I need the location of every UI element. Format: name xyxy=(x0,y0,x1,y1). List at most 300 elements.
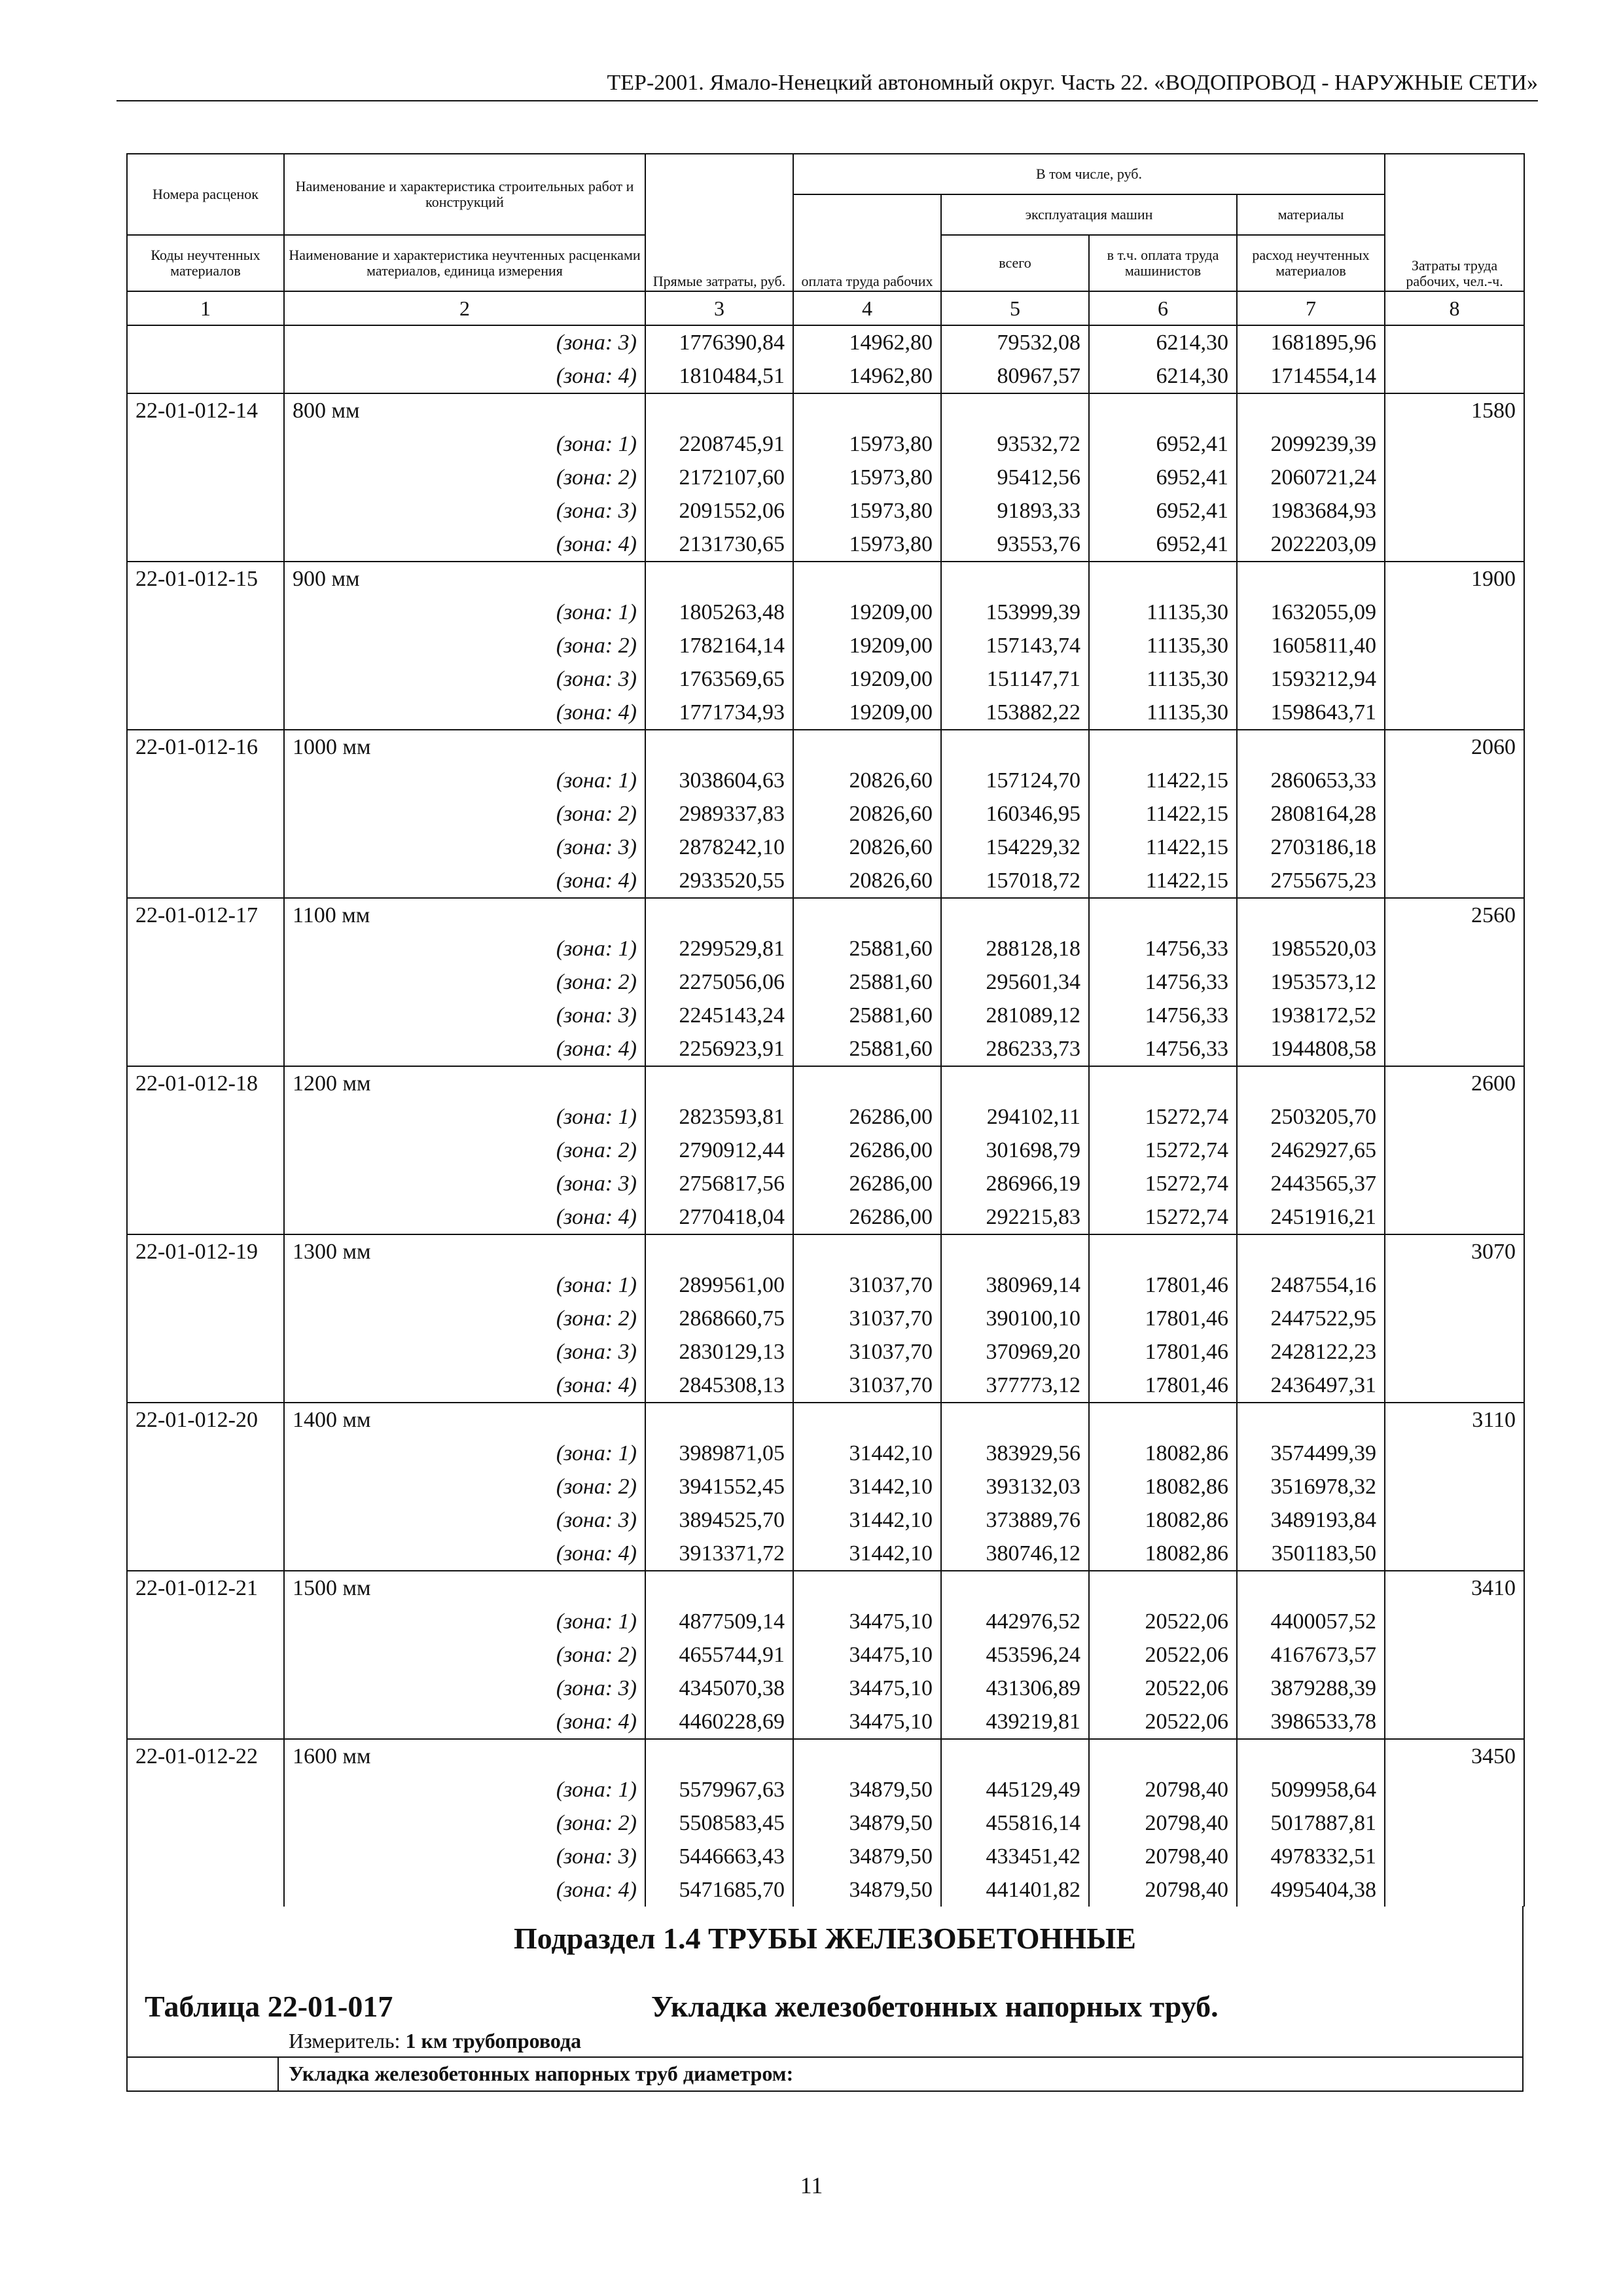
machinist-pay: 17801,46 xyxy=(1089,1302,1237,1335)
materials-costs: 1985520,03 xyxy=(1237,932,1385,965)
materials-costs: 2447522,95 xyxy=(1237,1302,1385,1335)
zone-label: (зона: 4) xyxy=(284,1705,645,1739)
worker-pay: 19209,00 xyxy=(793,629,941,662)
table-row xyxy=(127,1537,1524,1571)
table-row xyxy=(127,965,1524,999)
worker-pay xyxy=(793,393,941,427)
zone-label: (зона: 3) xyxy=(284,831,645,864)
machinist-pay: 20798,40 xyxy=(1089,1773,1237,1806)
machine-costs xyxy=(941,1403,1089,1437)
labor-hours xyxy=(1385,461,1524,494)
worker-pay xyxy=(793,898,941,932)
direct-costs: 3941552,45 xyxy=(645,1470,793,1503)
worker-pay: 34879,50 xyxy=(793,1773,941,1806)
machine-costs: 294102,11 xyxy=(941,1100,1089,1134)
col-number: 5 xyxy=(941,291,1089,325)
table-row xyxy=(127,999,1524,1032)
labor-hours xyxy=(1385,325,1524,359)
table-row xyxy=(127,325,1524,359)
materials-costs xyxy=(1237,1234,1385,1268)
table-row xyxy=(127,764,1524,797)
col-number: 7 xyxy=(1237,291,1385,325)
labor-hours xyxy=(1385,999,1524,1032)
table-body xyxy=(127,325,1524,1907)
rate-code xyxy=(127,1100,284,1134)
labor-hours: 1580 xyxy=(1385,393,1524,427)
table-row xyxy=(127,662,1524,696)
materials-costs: 2443565,37 xyxy=(1237,1167,1385,1200)
table-row xyxy=(127,1705,1524,1739)
worker-pay: 25881,60 xyxy=(793,965,941,999)
labor-hours xyxy=(1385,1437,1524,1470)
rate-code xyxy=(127,1470,284,1503)
table-row xyxy=(127,1335,1524,1369)
work-name: 800 мм xyxy=(284,393,645,427)
rate-header-row xyxy=(127,1234,1524,1268)
machinist-pay: 11422,15 xyxy=(1089,831,1237,864)
work-name: 1300 мм xyxy=(284,1234,645,1268)
zone-label: (зона: 2) xyxy=(284,965,645,999)
direct-costs: 2299529,81 xyxy=(645,932,793,965)
rate-code xyxy=(127,1873,284,1907)
direct-costs: 1805263,48 xyxy=(645,596,793,629)
table-row xyxy=(127,1200,1524,1234)
materials-costs xyxy=(1237,1066,1385,1100)
worker-pay xyxy=(793,1739,941,1773)
machine-costs: 370969,20 xyxy=(941,1335,1089,1369)
labor-hours xyxy=(1385,1873,1524,1907)
labor-hours: 3410 xyxy=(1385,1571,1524,1605)
labor-hours xyxy=(1385,965,1524,999)
table-row xyxy=(127,797,1524,831)
machine-costs: 301698,79 xyxy=(941,1134,1089,1167)
machinist-pay: 15272,74 xyxy=(1089,1100,1237,1134)
labor-hours xyxy=(1385,1100,1524,1134)
table-row xyxy=(127,1268,1524,1302)
machine-costs xyxy=(941,393,1089,427)
labor-hours xyxy=(1385,1335,1524,1369)
materials-costs: 2022203,09 xyxy=(1237,528,1385,562)
machine-costs: 157124,70 xyxy=(941,764,1089,797)
rate-code xyxy=(127,1638,284,1672)
direct-costs: 5471685,70 xyxy=(645,1873,793,1907)
header-rate-numbers: Номера расценок xyxy=(127,154,284,235)
direct-costs: 2756817,56 xyxy=(645,1167,793,1200)
zone-label: (зона: 2) xyxy=(284,629,645,662)
header-work-name: Наименование и характеристика строительных работ и конструкций xyxy=(284,154,645,235)
direct-costs xyxy=(645,1066,793,1100)
worker-pay: 31442,10 xyxy=(793,1537,941,1571)
machine-costs: 160346,95 xyxy=(941,797,1089,831)
materials-costs: 1605811,40 xyxy=(1237,629,1385,662)
direct-costs: 1810484,51 xyxy=(645,359,793,393)
machinist-pay: 17801,46 xyxy=(1089,1369,1237,1403)
labor-hours xyxy=(1385,1705,1524,1739)
machinist-pay xyxy=(1089,1571,1237,1605)
labor-hours xyxy=(1385,1369,1524,1403)
labor-hours xyxy=(1385,932,1524,965)
table-header xyxy=(127,154,1524,325)
rate-code xyxy=(127,325,284,359)
zone-label: (зона: 4) xyxy=(284,1873,645,1907)
rate-code xyxy=(127,797,284,831)
worker-pay xyxy=(793,1234,941,1268)
machine-costs: 93532,72 xyxy=(941,427,1089,461)
zone-label: (зона: 1) xyxy=(284,596,645,629)
materials-costs: 2462927,65 xyxy=(1237,1134,1385,1167)
rate-code xyxy=(127,629,284,662)
machinist-pay: 17801,46 xyxy=(1089,1335,1237,1369)
table-row xyxy=(127,831,1524,864)
materials-costs: 5099958,64 xyxy=(1237,1773,1385,1806)
materials-costs: 2060721,24 xyxy=(1237,461,1385,494)
labor-hours: 1900 xyxy=(1385,562,1524,596)
materials-costs: 1983684,93 xyxy=(1237,494,1385,528)
labor-hours xyxy=(1385,1167,1524,1200)
worker-pay: 19209,00 xyxy=(793,596,941,629)
rate-code: 22-01-012-17 xyxy=(127,898,284,932)
machinist-pay xyxy=(1089,898,1237,932)
col-number: 6 xyxy=(1089,291,1237,325)
table-row xyxy=(127,1167,1524,1200)
zone-label: (зона: 3) xyxy=(284,1335,645,1369)
machine-costs: 373889,76 xyxy=(941,1503,1089,1537)
table-row xyxy=(127,1840,1524,1873)
machine-costs: 295601,34 xyxy=(941,965,1089,999)
zone-label: (зона: 2) xyxy=(284,461,645,494)
worker-pay xyxy=(793,1403,941,1437)
zone-label: (зона: 1) xyxy=(284,1268,645,1302)
zone-label: (зона: 3) xyxy=(284,1167,645,1200)
table-row xyxy=(127,1503,1524,1537)
materials-costs xyxy=(1237,562,1385,596)
machine-costs: 80967,57 xyxy=(941,359,1089,393)
table-row xyxy=(127,1302,1524,1335)
direct-costs: 2131730,65 xyxy=(645,528,793,562)
measure-line xyxy=(289,2026,581,2055)
page-header: ТЕР-2001. Ямало-Ненецкий автономный округ. Часть 22. «ВОДОПРОВОД - НАРУЖНЫЕ СЕТИ» xyxy=(116,69,1538,101)
table-row xyxy=(127,1470,1524,1503)
direct-costs: 2878242,10 xyxy=(645,831,793,864)
work-name: 1200 мм xyxy=(284,1066,645,1100)
machine-costs xyxy=(941,562,1089,596)
subsection-block xyxy=(126,1906,1524,2092)
rate-code xyxy=(127,1134,284,1167)
machinist-pay: 6952,41 xyxy=(1089,528,1237,562)
machine-costs: 390100,10 xyxy=(941,1302,1089,1335)
table-row xyxy=(127,1806,1524,1840)
rate-header-row xyxy=(127,1066,1524,1100)
machinist-pay: 14756,33 xyxy=(1089,999,1237,1032)
table-row xyxy=(127,359,1524,393)
zone-label: (зона: 2) xyxy=(284,1806,645,1840)
worker-pay: 34879,50 xyxy=(793,1806,941,1840)
materials-costs: 3574499,39 xyxy=(1237,1437,1385,1470)
machinist-pay: 20798,40 xyxy=(1089,1840,1237,1873)
worker-pay: 26286,00 xyxy=(793,1100,941,1134)
header-machinist-pay: в т.ч. оплата труда машинистов xyxy=(1089,235,1237,291)
labor-hours xyxy=(1385,1200,1524,1234)
labor-hours xyxy=(1385,797,1524,831)
labor-hours: 2600 xyxy=(1385,1066,1524,1100)
page-number: 11 xyxy=(800,2172,823,2198)
direct-costs: 4460228,69 xyxy=(645,1705,793,1739)
machinist-pay: 14756,33 xyxy=(1089,932,1237,965)
table-row xyxy=(127,1873,1524,1907)
materials-costs: 3489193,84 xyxy=(1237,1503,1385,1537)
worker-pay: 31442,10 xyxy=(793,1437,941,1470)
zone-label: (зона: 4) xyxy=(284,864,645,898)
direct-costs: 3038604,63 xyxy=(645,764,793,797)
machinist-pay: 11422,15 xyxy=(1089,864,1237,898)
machine-costs: 157018,72 xyxy=(941,864,1089,898)
zone-label: (зона: 4) xyxy=(284,696,645,730)
zone-label: (зона: 3) xyxy=(284,1672,645,1705)
materials-costs: 2503205,70 xyxy=(1237,1100,1385,1134)
worker-pay: 15973,80 xyxy=(793,427,941,461)
rate-code xyxy=(127,764,284,797)
zone-label: (зона: 3) xyxy=(284,325,645,359)
rate-code xyxy=(127,1672,284,1705)
direct-costs: 2790912,44 xyxy=(645,1134,793,1167)
labor-hours xyxy=(1385,596,1524,629)
zone-label: (зона: 3) xyxy=(284,1840,645,1873)
labor-hours xyxy=(1385,1268,1524,1302)
materials-costs xyxy=(1237,1403,1385,1437)
machinist-pay: 18082,86 xyxy=(1089,1503,1237,1537)
materials-costs: 2487554,16 xyxy=(1237,1268,1385,1302)
rate-header-row xyxy=(127,1739,1524,1773)
direct-costs xyxy=(645,1571,793,1605)
table-row xyxy=(127,864,1524,898)
materials-costs: 2436497,31 xyxy=(1237,1369,1385,1403)
machinist-pay: 18082,86 xyxy=(1089,1537,1237,1571)
zone-label: (зона: 1) xyxy=(284,764,645,797)
machinist-pay xyxy=(1089,562,1237,596)
direct-costs: 4877509,14 xyxy=(645,1605,793,1638)
machinist-pay: 18082,86 xyxy=(1089,1470,1237,1503)
machine-costs: 79532,08 xyxy=(941,325,1089,359)
rate-code xyxy=(127,528,284,562)
machinist-pay: 6952,41 xyxy=(1089,494,1237,528)
direct-costs xyxy=(645,898,793,932)
zone-label: (зона: 2) xyxy=(284,1638,645,1672)
labor-hours xyxy=(1385,1302,1524,1335)
worker-pay: 20826,60 xyxy=(793,831,941,864)
materials-costs xyxy=(1237,898,1385,932)
rate-code xyxy=(127,427,284,461)
labor-hours xyxy=(1385,662,1524,696)
worker-pay: 15973,80 xyxy=(793,494,941,528)
rate-header-row xyxy=(127,730,1524,764)
rate-code xyxy=(127,494,284,528)
machine-costs: 455816,14 xyxy=(941,1806,1089,1840)
zone-label: (зона: 4) xyxy=(284,528,645,562)
direct-costs: 2845308,13 xyxy=(645,1369,793,1403)
rate-code: 22-01-012-21 xyxy=(127,1571,284,1605)
rate-header-row xyxy=(127,562,1524,596)
labor-hours xyxy=(1385,1032,1524,1066)
rate-code xyxy=(127,1840,284,1873)
materials-costs: 1944808,58 xyxy=(1237,1032,1385,1066)
worker-pay: 14962,80 xyxy=(793,325,941,359)
machine-costs: 281089,12 xyxy=(941,999,1089,1032)
zone-label: (зона: 2) xyxy=(284,1470,645,1503)
materials-costs: 2755675,23 xyxy=(1237,864,1385,898)
rate-code xyxy=(127,359,284,393)
worker-pay: 26286,00 xyxy=(793,1134,941,1167)
materials-costs: 2451916,21 xyxy=(1237,1200,1385,1234)
rate-code xyxy=(127,932,284,965)
machinist-pay: 20798,40 xyxy=(1089,1873,1237,1907)
worker-pay: 25881,60 xyxy=(793,1032,941,1066)
zone-label: (зона: 3) xyxy=(284,662,645,696)
labor-hours xyxy=(1385,864,1524,898)
rate-code: 22-01-012-15 xyxy=(127,562,284,596)
work-name: 1600 мм xyxy=(284,1739,645,1773)
rate-code xyxy=(127,461,284,494)
machinist-pay: 14756,33 xyxy=(1089,1032,1237,1066)
table-row xyxy=(127,1100,1524,1134)
machinist-pay: 11135,30 xyxy=(1089,596,1237,629)
materials-costs: 1938172,52 xyxy=(1237,999,1385,1032)
rate-code xyxy=(127,696,284,730)
rates-table xyxy=(126,153,1524,1907)
table-title: Укладка железобетонных напорных труб. xyxy=(651,1990,1219,2023)
machine-costs: 91893,33 xyxy=(941,494,1089,528)
direct-costs: 2275056,06 xyxy=(645,965,793,999)
worker-pay: 20826,60 xyxy=(793,764,941,797)
direct-costs: 2989337,83 xyxy=(645,797,793,831)
machine-costs: 431306,89 xyxy=(941,1672,1089,1705)
measure-label: Измеритель: xyxy=(289,2029,401,2053)
direct-costs: 2899561,00 xyxy=(645,1268,793,1302)
header-unaccounted-codes: Коды неучтенных материалов xyxy=(127,235,284,291)
materials-costs: 1593212,94 xyxy=(1237,662,1385,696)
rate-code xyxy=(127,662,284,696)
zone-label: (зона: 4) xyxy=(284,1032,645,1066)
rate-code: 22-01-012-19 xyxy=(127,1234,284,1268)
table-number: Таблица 22-01-017 xyxy=(145,1990,393,2023)
header-labor-costs: Затраты труда рабочих, чел.-ч. xyxy=(1385,154,1524,291)
zone-label: (зона: 4) xyxy=(284,1200,645,1234)
machinist-pay: 17801,46 xyxy=(1089,1268,1237,1302)
rate-code xyxy=(127,1537,284,1571)
worker-pay xyxy=(793,562,941,596)
table-row xyxy=(127,1672,1524,1705)
machine-costs xyxy=(941,1234,1089,1268)
machine-costs: 383929,56 xyxy=(941,1437,1089,1470)
col-number: 8 xyxy=(1385,291,1524,325)
materials-costs: 3501183,50 xyxy=(1237,1537,1385,1571)
materials-costs: 2808164,28 xyxy=(1237,797,1385,831)
zone-label: (зона: 2) xyxy=(284,1134,645,1167)
work-name: 1500 мм xyxy=(284,1571,645,1605)
rate-code xyxy=(127,1200,284,1234)
laying-note: Укладка железобетонных напорных труб диаметром: xyxy=(289,2062,794,2085)
materials-costs: 1953573,12 xyxy=(1237,965,1385,999)
worker-pay: 20826,60 xyxy=(793,864,941,898)
worker-pay: 31037,70 xyxy=(793,1302,941,1335)
worker-pay: 19209,00 xyxy=(793,662,941,696)
worker-pay: 34475,10 xyxy=(793,1638,941,1672)
worker-pay xyxy=(793,1571,941,1605)
rate-code xyxy=(127,1437,284,1470)
labor-hours xyxy=(1385,629,1524,662)
table-row xyxy=(127,461,1524,494)
rate-code xyxy=(127,1605,284,1638)
machinist-pay: 15272,74 xyxy=(1089,1134,1237,1167)
materials-costs: 2428122,23 xyxy=(1237,1335,1385,1369)
machine-costs: 286233,73 xyxy=(941,1032,1089,1066)
table-row xyxy=(127,596,1524,629)
direct-costs: 2208745,91 xyxy=(645,427,793,461)
machinist-pay: 6952,41 xyxy=(1089,461,1237,494)
direct-costs: 1782164,14 xyxy=(645,629,793,662)
machinist-pay xyxy=(1089,393,1237,427)
table-row xyxy=(127,1032,1524,1066)
machine-costs: 393132,03 xyxy=(941,1470,1089,1503)
machine-costs: 439219,81 xyxy=(941,1705,1089,1739)
header-unaccounted-names: Наименование и характеристика неучтенных расценками материалов, единица измерения xyxy=(284,235,645,291)
work-name: 1400 мм xyxy=(284,1403,645,1437)
machine-costs: 95412,56 xyxy=(941,461,1089,494)
materials-costs: 1598643,71 xyxy=(1237,696,1385,730)
rate-header-row xyxy=(127,1403,1524,1437)
worker-pay: 31037,70 xyxy=(793,1335,941,1369)
direct-costs: 5446663,43 xyxy=(645,1840,793,1873)
machine-costs: 153882,22 xyxy=(941,696,1089,730)
labor-hours: 2060 xyxy=(1385,730,1524,764)
zone-label: (зона: 1) xyxy=(284,427,645,461)
machinist-pay: 6952,41 xyxy=(1089,427,1237,461)
worker-pay: 34475,10 xyxy=(793,1705,941,1739)
header-materials: материалы xyxy=(1237,194,1385,235)
rate-header-row xyxy=(127,898,1524,932)
rate-code xyxy=(127,831,284,864)
machinist-pay: 6214,30 xyxy=(1089,325,1237,359)
zone-label: (зона: 4) xyxy=(284,1537,645,1571)
labor-hours xyxy=(1385,1672,1524,1705)
direct-costs xyxy=(645,1739,793,1773)
labor-hours xyxy=(1385,528,1524,562)
table-row xyxy=(127,1773,1524,1806)
machinist-pay xyxy=(1089,1403,1237,1437)
machine-costs: 151147,71 xyxy=(941,662,1089,696)
direct-costs: 4655744,91 xyxy=(645,1638,793,1672)
machinist-pay: 20522,06 xyxy=(1089,1638,1237,1672)
machinist-pay: 11135,30 xyxy=(1089,662,1237,696)
direct-costs: 2256923,91 xyxy=(645,1032,793,1066)
machine-costs: 442976,52 xyxy=(941,1605,1089,1638)
direct-costs: 3894525,70 xyxy=(645,1503,793,1537)
header-direct-costs: Прямые затраты, руб. xyxy=(645,154,793,291)
direct-costs: 2245143,24 xyxy=(645,999,793,1032)
work-name: 900 мм xyxy=(284,562,645,596)
zone-label: (зона: 3) xyxy=(284,1503,645,1537)
materials-costs: 1632055,09 xyxy=(1237,596,1385,629)
rate-code: 22-01-012-18 xyxy=(127,1066,284,1100)
direct-costs: 3913371,72 xyxy=(645,1537,793,1571)
machine-costs: 433451,42 xyxy=(941,1840,1089,1873)
header-total: всего xyxy=(941,235,1089,291)
machine-costs xyxy=(941,1571,1089,1605)
labor-hours xyxy=(1385,764,1524,797)
rate-code: 22-01-012-14 xyxy=(127,393,284,427)
worker-pay: 31037,70 xyxy=(793,1369,941,1403)
header-machine-operation: эксплуатация машин xyxy=(941,194,1237,235)
machine-costs xyxy=(941,898,1089,932)
